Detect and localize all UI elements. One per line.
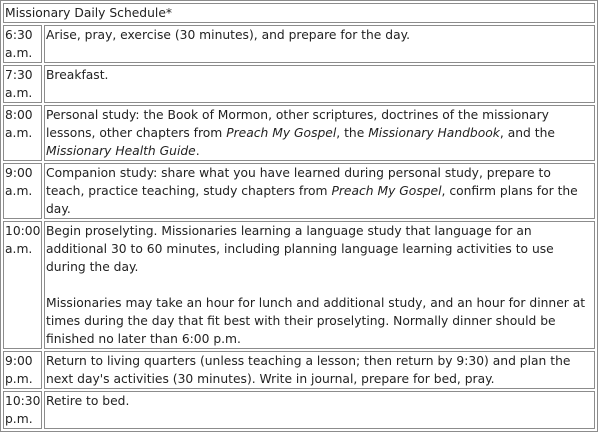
activity-cell bbox=[44, 65, 595, 103]
activity-paragraph bbox=[46, 294, 593, 348]
schedule-row bbox=[3, 351, 595, 389]
time-value: 10:00 bbox=[5, 224, 41, 238]
activity-text: Missionaries may take an hour for lunch and additional study, and an hour for dinner at times during the day that fit best with their proselyting. Normally dinner should be finished no later than 6:00 p.m. bbox=[46, 296, 586, 346]
activity-cell bbox=[44, 25, 595, 63]
time-period: a.m. bbox=[5, 184, 33, 198]
activity-paragraph bbox=[46, 26, 593, 44]
activity-text: , the bbox=[336, 126, 369, 140]
time-period: a.m. bbox=[5, 126, 33, 140]
schedule-title: Missionary Daily Schedule* bbox=[3, 3, 595, 23]
activity-cell bbox=[44, 351, 595, 389]
time-value: 8:00 bbox=[5, 108, 33, 122]
schedule-body bbox=[3, 3, 595, 429]
activity-text: Begin proselyting. Missionaries learning a language study that language for an additional 30 to 60 minutes, including planning language learning activities to use during the day. bbox=[46, 224, 554, 274]
schedule-row bbox=[3, 105, 595, 161]
time-cell bbox=[3, 391, 42, 429]
time-cell bbox=[3, 221, 42, 349]
activity-text: Breakfast. bbox=[46, 68, 109, 82]
activity-cell bbox=[44, 105, 595, 161]
activity-text: , confirm plans for the day. bbox=[46, 184, 578, 216]
schedule-row bbox=[3, 65, 595, 103]
book-title: Preach My Gospel bbox=[226, 126, 337, 140]
time-value: 9:00 bbox=[5, 354, 33, 368]
book-title: Preach My Gospel bbox=[331, 184, 442, 198]
time-period: p.m. bbox=[5, 372, 33, 386]
activity-text: . bbox=[195, 144, 200, 158]
time-cell bbox=[3, 163, 42, 219]
activity-text: Return to living quarters (unless teaching a lesson; then return by 9:30) and plan the next day's activities (30 minutes). Write in journal, prepare for bed, pray. bbox=[46, 354, 571, 386]
activity-text: Personal study: the Book of Mormon, other scriptures, doctrines of the missionary lessons, other chapters from bbox=[46, 108, 549, 140]
activity-text: Companion study: share what you have learned during personal study, prepare to teach, practice teaching, study chapters from bbox=[46, 166, 551, 198]
time-value: 9:00 bbox=[5, 166, 33, 180]
schedule-row bbox=[3, 163, 595, 219]
activity-text: Arise, pray, exercise (30 minutes), and prepare for the day. bbox=[46, 28, 411, 42]
activity-paragraph bbox=[46, 164, 593, 218]
time-value: 7:30 bbox=[5, 68, 33, 82]
activity-paragraph bbox=[46, 222, 593, 276]
activity-paragraph bbox=[46, 66, 593, 84]
activity-cell bbox=[44, 221, 595, 349]
activity-paragraph bbox=[46, 392, 593, 410]
time-cell bbox=[3, 65, 42, 103]
activity-text: Retire to bed. bbox=[46, 394, 130, 408]
time-period: p.m. bbox=[5, 412, 33, 426]
time-value: 6:30 bbox=[5, 28, 33, 42]
time-period: a.m. bbox=[5, 46, 33, 60]
activity-cell bbox=[44, 391, 595, 429]
activity-cell bbox=[44, 163, 595, 219]
time-period: a.m. bbox=[5, 242, 33, 256]
time-cell bbox=[3, 105, 42, 161]
schedule-row bbox=[3, 221, 595, 349]
activity-paragraph bbox=[46, 352, 593, 388]
book-title: Missionary Health Guide bbox=[46, 144, 196, 158]
schedule-row bbox=[3, 25, 595, 63]
book-title: Missionary Handbook bbox=[368, 126, 500, 140]
activity-paragraph bbox=[46, 106, 593, 160]
activity-text: , and the bbox=[499, 126, 555, 140]
schedule-row bbox=[3, 391, 595, 429]
time-cell bbox=[3, 351, 42, 389]
time-value: 10:30 bbox=[5, 394, 41, 408]
time-period: a.m. bbox=[5, 86, 33, 100]
title-row bbox=[3, 3, 595, 23]
time-cell bbox=[3, 25, 42, 63]
